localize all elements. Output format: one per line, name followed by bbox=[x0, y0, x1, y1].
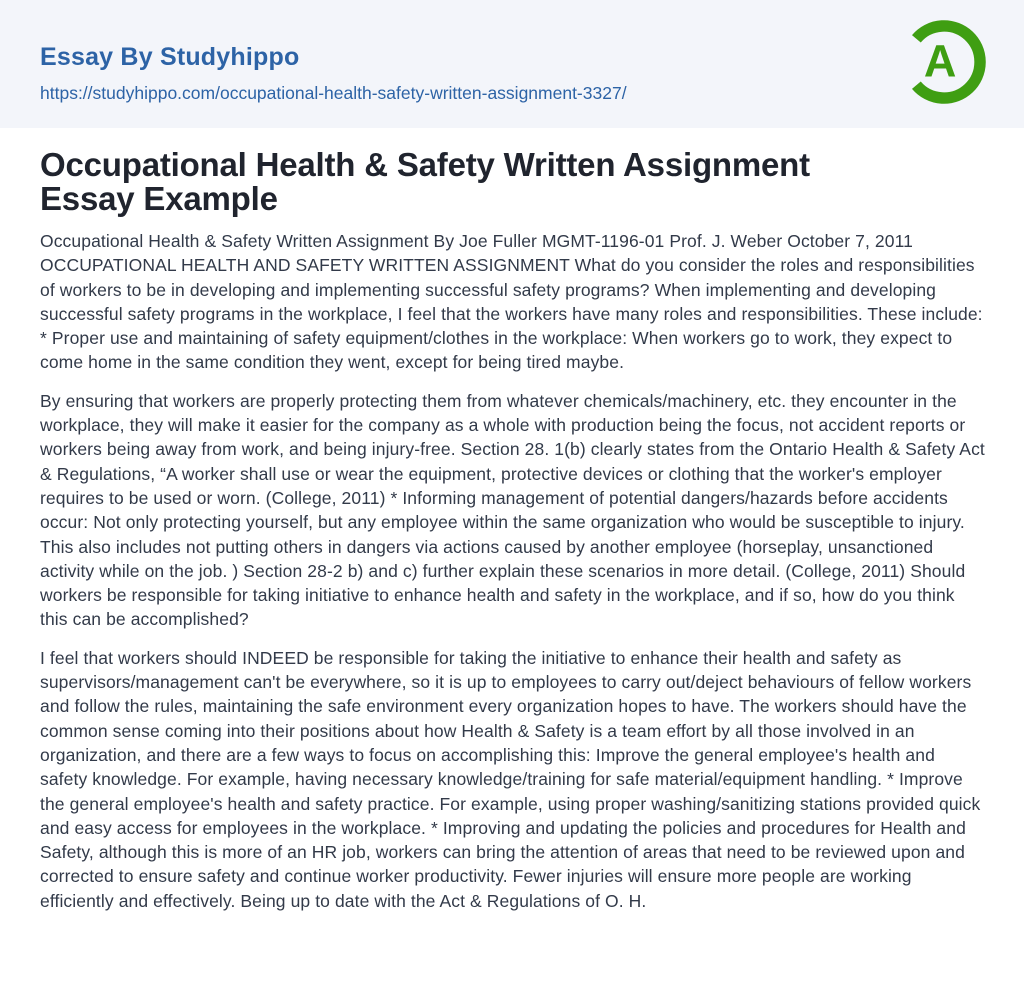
logo-letter: A bbox=[923, 35, 957, 87]
essay-paragraph-1: Occupational Health & Safety Written Assignment By Joe Fuller MGMT-1196-01 Prof. J. Weber October 7, 2011 OCCUPATIONAL HEALTH AND SAFETY WRITTEN ASSIGNMENT What do you consider the roles and responsibilities of workers to be in developing and implementing successful safety programs? When implementing and developing successful safety programs in the workplace, I feel that the workers have many roles and responsibilities. These include: * Proper use and maintaining of safety equipment/clothes in the workplace: When workers go to work, they expect to come home in the same condition they went, except for being tired maybe. bbox=[40, 231, 983, 373]
header-text-block bbox=[40, 42, 627, 104]
studyhippo-logo-icon bbox=[900, 18, 988, 106]
source-url-link[interactable]: https://studyhippo.com/occupational-health-safety-written-assignment-3327/ bbox=[40, 83, 627, 103]
essay-content bbox=[0, 128, 1024, 913]
essay-paragraph-2: By ensuring that workers are properly protecting them from whatever chemicals/machinery, etc. they encounter in the workplace, they will make it easier for the company as a whole with production being the focus, not accident reports or workers being away from work, and being injury-free. Section 28. 1(b) clearly states from the Ontario Health & Safety Act & Regulations, “A worker shall use or wear the equipment, protective devices or clothing that the worker's employer requires to be used or worn. (College, 2011) * Informing management of potential dangers/hazards before accidents occur: Not only protecting yourself, but any employee within the same organization who would be susceptible to injury. This also includes not putting others in dangers via actions caused by another employee (horseplay, unsanctioned activity while on the job. ) Section 28-2 b) and c) further explain these scenarios in more detail. (College, 2011) Should workers be responsible for taking initiative to enhance health and safety in the workplace, and if so, how do you think this can be accomplished? bbox=[40, 390, 985, 630]
header bbox=[0, 0, 1024, 128]
essay-title: Occupational Health & Safety Written Assignment Essay Example bbox=[40, 146, 810, 217]
site-title: Essay By Studyhippo bbox=[40, 43, 300, 71]
essay-paragraph-3: I feel that workers should INDEED be responsible for taking the initiative to enhance their health and safety as supervisors/management can't be everywhere, so it is up to employees to carry out/deject behaviours of fellow workers and follow the rules, maintaining the safe environment every organization hopes to have. The workers should have the common sense coming into their positions about how Health & Safety is a team effort by all those involved in an organization, and there are a few ways to focus on accomplishing this: Improve the general employee's health and safety knowledge. For example, having necessary knowledge/training for safe material/equipment handling. * Improve the general employee's health and safety practice. For example, using proper washing/sanitizing stations provided quick and easy access for employees in the workplace. * Improving and updating the policies and procedures for Health and Safety, although this is more of an HR job, workers can bring the attention of areas that need to be reviewed upon and corrected to ensure safety and continue worker productivity. Fewer injuries will ensure more people are working efficiently and effectively. Being up to date with the Act & Regulations of O. H. bbox=[40, 647, 981, 911]
